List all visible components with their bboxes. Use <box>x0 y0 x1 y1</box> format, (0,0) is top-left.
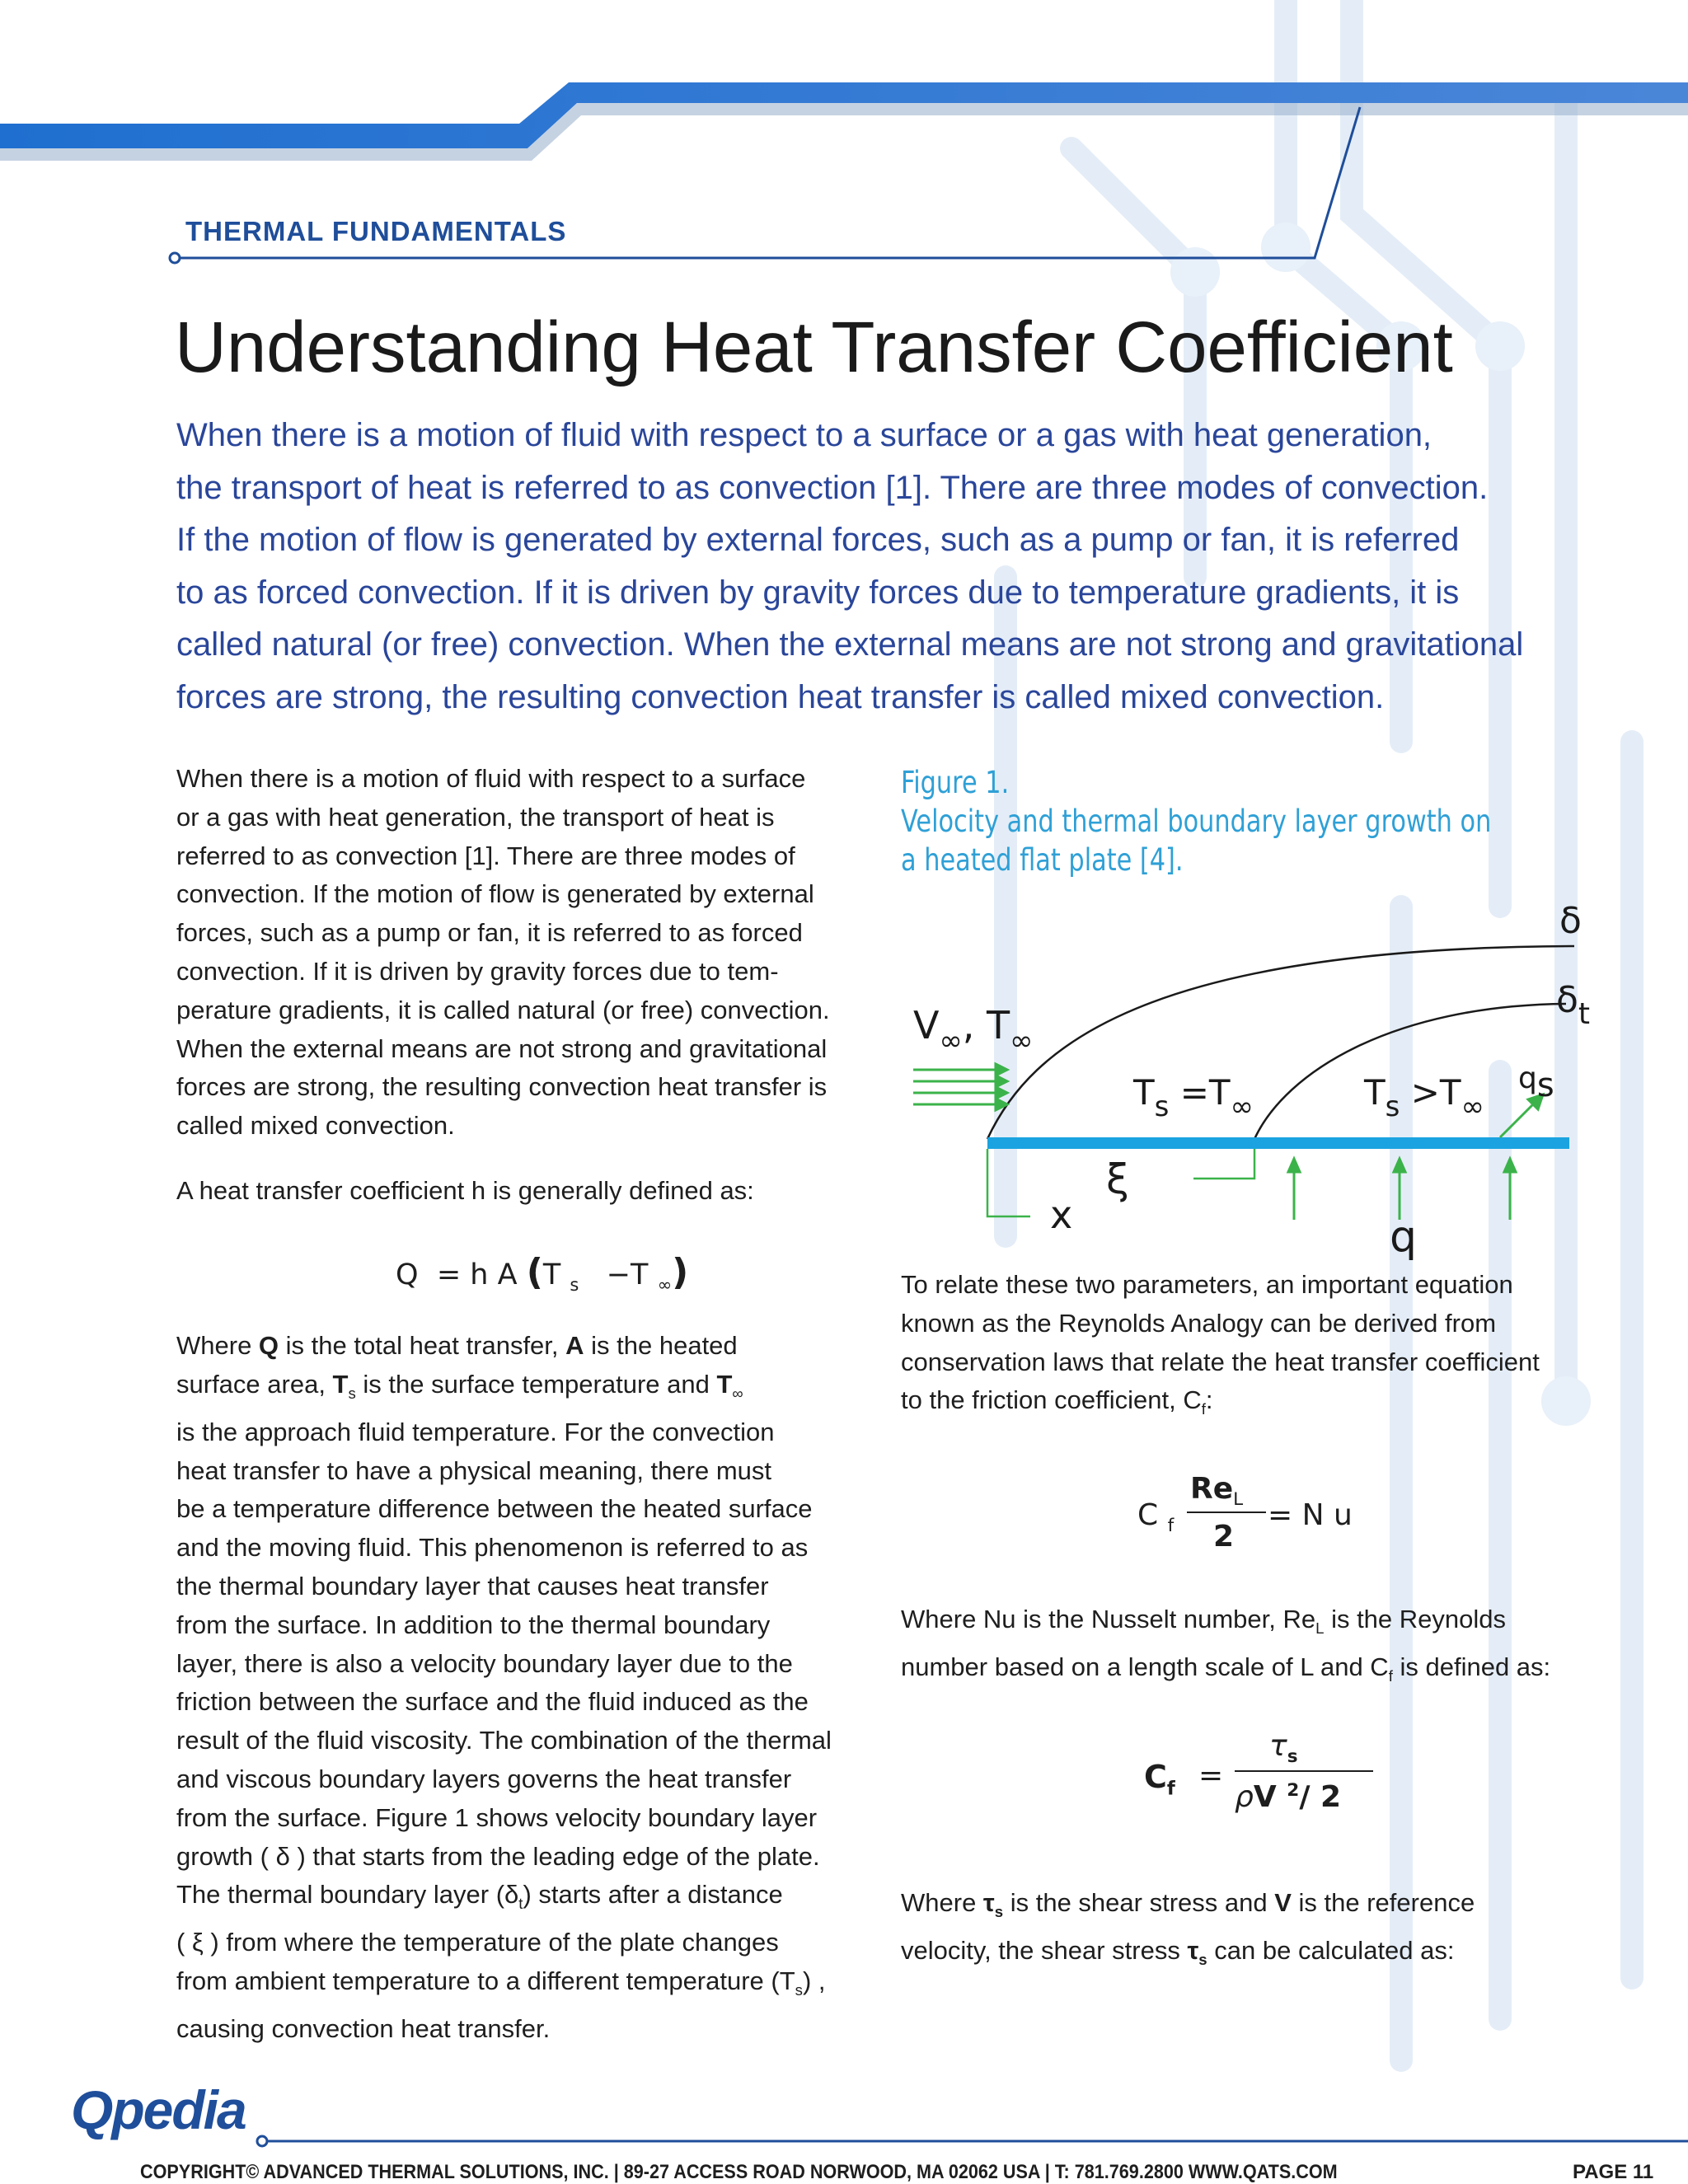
text-line: from the surface. In addition to the thermal boundary <box>176 1610 771 1639</box>
text-run: τ <box>982 1888 995 1917</box>
text-run: is the reference <box>1291 1888 1475 1917</box>
text-line: is the approach fluid temperature. For the convection <box>176 1417 775 1446</box>
left-paragraph-1 <box>176 760 877 1146</box>
eq-denominator: 2 <box>1213 1520 1235 1554</box>
label-run: >T <box>1400 1072 1461 1113</box>
eq-subscript: s <box>570 1275 579 1295</box>
page-number: PAGE 11 <box>1573 2161 1654 2183</box>
label-run: s <box>1154 1090 1170 1123</box>
label-run: δ <box>1556 979 1578 1021</box>
fraction-bar <box>1235 1770 1373 1772</box>
eq-symbol: C <box>1137 1498 1159 1532</box>
text-run: number based on a length scale of L and C <box>901 1652 1389 1681</box>
text-line: and viscous boundary layers governs the heat transfer <box>176 1764 792 1793</box>
eq-symbol: / 2 <box>1299 1780 1342 1814</box>
right-paragraph-2 <box>901 1601 1618 1696</box>
eq-re <box>1190 1472 1243 1510</box>
label-run: =T <box>1169 1072 1231 1113</box>
text-run: is the surface temperature and <box>355 1369 717 1399</box>
text-line: A heat transfer coefficient h is generally defined as: <box>176 1176 754 1205</box>
heated-plate <box>987 1137 1569 1149</box>
text-run: s <box>994 1903 1004 1921</box>
eq-subscript: s <box>1287 1746 1298 1768</box>
eq-symbol: T <box>542 1258 561 1291</box>
label-run: T <box>1133 1072 1155 1113</box>
eq-cf <box>1137 1498 1174 1536</box>
xi-marker <box>1193 1149 1254 1179</box>
qpedia-logo: Qpedia <box>71 2079 246 2140</box>
right-paragraph-1 <box>901 1266 1618 1429</box>
text-run: f <box>1201 1400 1206 1418</box>
text-line <box>901 1601 1618 1648</box>
fraction-bar <box>1187 1511 1266 1513</box>
x-label: x <box>1050 1193 1073 1237</box>
text-run: can be calculated as: <box>1207 1935 1455 1965</box>
label-run: ∞ <box>1461 1090 1484 1123</box>
equation-reynolds-analogy <box>1137 1472 1401 1566</box>
eq-symbol: h <box>470 1258 489 1291</box>
intro-line: forces are strong, the resulting convection heat transfer is called mixed convection. <box>176 678 1385 715</box>
eq-denominator <box>1235 1780 1341 1814</box>
eq-symbol: V <box>1253 1780 1277 1814</box>
intro-line: When there is a motion of fluid with respect to a surface or a gas with heat generation, <box>176 417 1432 453</box>
text-line: known as the Reynolds Analogy can be derived from <box>901 1308 1497 1338</box>
text-run: Where Nu is the Nusselt number, Re <box>901 1605 1316 1633</box>
label-run: q <box>1518 1062 1537 1095</box>
text-run: ∞ <box>732 1384 743 1402</box>
text-run: Where <box>176 1331 259 1360</box>
eq-symbol: − <box>606 1258 631 1291</box>
text-line: layer, there is also a velocity boundary layer due to the <box>176 1648 793 1678</box>
text-line: To relate these two parameters, an important equation <box>901 1270 1513 1299</box>
text-line: and the moving fluid. This phenomenon is referred to as <box>176 1533 809 1563</box>
eq-symbol: A <box>497 1258 518 1291</box>
text-line: ( ξ ) from where the temperature of the plate changes <box>176 1928 779 1957</box>
label-run: V <box>913 1003 940 1047</box>
incoming-flow-arrows <box>913 1064 1007 1110</box>
label-run: t <box>1578 997 1591 1031</box>
eq-symbol: N u <box>1301 1498 1353 1532</box>
text-run: is the heated <box>584 1331 738 1360</box>
text-run: : <box>1205 1385 1213 1415</box>
text-line: When there is a motion of fluid with respect to a surface <box>176 764 806 793</box>
text-line: When the external means are not strong and gravitational <box>176 1033 828 1063</box>
text-line <box>176 1366 877 1413</box>
text-run: is the shear stress and <box>1003 1888 1275 1917</box>
eq-subscript: L <box>1233 1489 1244 1511</box>
left-paragraph-3 <box>176 1327 877 2049</box>
equation-friction-coefficient <box>1144 1729 1391 1833</box>
text-run: from ambient temperature to a different temperature (T <box>176 1966 795 1996</box>
velocity-boundary-curve <box>987 946 1574 1139</box>
text-line: forces, such as a pump or fan, it is referred to as forced <box>176 918 803 948</box>
delta-label: δ <box>1559 900 1582 942</box>
text-line: result of the fluid viscosity. The combination of the thermal <box>176 1726 832 1755</box>
q-label: q <box>1390 1212 1418 1262</box>
label-run: s <box>1385 1090 1400 1123</box>
text-line: convection. If the motion of flow is generated by external <box>176 879 814 909</box>
eq-symbol: ρ <box>1235 1780 1254 1814</box>
text-line: be a temperature difference between the heated surface <box>176 1494 813 1524</box>
text-line <box>901 1884 1618 1932</box>
eq-symbol: = <box>1198 1759 1224 1793</box>
text-line: perature gradients, it is called natural (or free) convection. <box>176 995 830 1024</box>
text-run: t <box>518 1895 523 1913</box>
label-run: T <box>1364 1072 1386 1113</box>
label-run: , T <box>962 1003 1010 1047</box>
eq-symbol: C <box>1144 1759 1167 1795</box>
eq-subscript: f <box>1166 1778 1175 1800</box>
equation-heat-transfer: Q = h A (T $_s$ −T $_\infty$) <box>396 1251 689 1295</box>
eq-tau <box>1269 1729 1298 1767</box>
text-line: conservation laws that relate the heat transfer coefficient <box>901 1347 1540 1376</box>
caption-line: Figure 1. <box>901 765 1010 800</box>
text-run: ) , <box>802 1966 826 1996</box>
right-paragraph-3 <box>901 1884 1618 1980</box>
eq-superscript: 2 <box>1287 1780 1300 1801</box>
text-run: s <box>795 1981 803 1999</box>
eq-symbol: Re <box>1190 1472 1234 1506</box>
caption-line: a heated flat plate [4]. <box>901 842 1184 878</box>
intro-line: to as forced convection. If it is driven by gravity forces due to temperature gradients, it is <box>176 574 1460 611</box>
text-line: called mixed convection. <box>176 1111 455 1141</box>
caption-line: Velocity and thermal boundary layer growth on <box>901 804 1492 839</box>
intro-line: If the motion of flow is generated by external forces, such as a pump or fan, it is referred <box>176 522 1460 558</box>
eq-symbol: = <box>1268 1498 1293 1532</box>
text-line <box>176 1327 877 1366</box>
eq-subscript: f <box>1167 1516 1175 1537</box>
text-line: causing convection heat transfer. <box>176 2014 551 2044</box>
eq-subscript: ∞ <box>657 1275 673 1295</box>
page-title: Understanding Heat Transfer Coefficient <box>175 307 1453 387</box>
xi-label: ξ <box>1106 1155 1129 1203</box>
label-run: s <box>1536 1066 1554 1104</box>
ts-equal-label <box>1132 1072 1254 1123</box>
delta-t-label <box>1556 979 1590 1031</box>
text-run: A <box>565 1331 584 1360</box>
text-run: T <box>716 1369 733 1399</box>
text-line: friction between the surface and the fluid induced as the <box>176 1687 809 1717</box>
text-run: L <box>1315 1619 1325 1638</box>
eq-symbol: τ <box>1269 1729 1287 1763</box>
text-line <box>901 1932 1618 1980</box>
figure-caption <box>901 763 1491 879</box>
text-line: from the surface. Figure 1 shows velocity boundary layer <box>176 1802 818 1832</box>
text-run: is defined as: <box>1392 1652 1551 1681</box>
text-run: velocity, the shear stress <box>901 1935 1188 1965</box>
label-run: ∞ <box>1010 1024 1034 1057</box>
eq-cf <box>1144 1759 1175 1800</box>
eq-symbol: Q <box>396 1258 419 1291</box>
text-line: heat transfer to have a physical meaning, there must <box>176 1455 772 1485</box>
text-run: The thermal boundary layer (δ <box>176 1880 519 1910</box>
left-paragraph-2 <box>176 1172 877 1211</box>
text-line <box>176 1962 877 2010</box>
ts-greater-label <box>1363 1072 1484 1123</box>
intro-paragraph <box>176 410 1594 724</box>
text-line: the thermal boundary layer that causes heat transfer <box>176 1571 769 1601</box>
text-line: forces are strong, the resulting convection heat transfer is <box>176 1072 828 1102</box>
text-line: referred to as convection [1]. There are three modes of <box>176 841 795 870</box>
text-line: convection. If it is driven by gravity forces due to tem- <box>176 956 779 986</box>
text-run: s <box>1198 1951 1207 1969</box>
text-run: T <box>332 1369 349 1399</box>
text-line: or a gas with heat generation, the transport of heat is <box>176 802 775 832</box>
text-run: τ <box>1187 1935 1199 1965</box>
text-run: ) starts after a distance <box>523 1880 783 1910</box>
text-run: surface area, <box>176 1369 333 1399</box>
text-run: is the Reynolds <box>1324 1605 1507 1633</box>
freestream-label <box>913 1003 1033 1057</box>
eq-symbol: = <box>436 1258 462 1291</box>
eq-rhs <box>1268 1498 1353 1532</box>
label-run: ∞ <box>939 1024 963 1057</box>
footer-copyright: COPYRIGHT© ADVANCED THERMAL SOLUTIONS, INC. | 89-27 ACCESS ROAD NORWOOD, MA 02062 USA | T: 781.769.2800 WWW.QATS.COM <box>140 2161 1338 2183</box>
boundary-layer-diagram <box>898 898 1624 1269</box>
text-run: s <box>348 1384 356 1402</box>
intro-line: called natural (or free) convection. When the external means are not strong and gravitational <box>176 626 1524 663</box>
eq-symbol: T <box>631 1258 649 1291</box>
text-run: to the friction coefficient, C <box>901 1385 1202 1415</box>
section-kicker: THERMAL FUNDAMENTALS <box>185 216 567 246</box>
text-line: growth ( δ ) that starts from the leading edge of the plate. <box>176 1841 820 1871</box>
text-line <box>901 1648 1618 1696</box>
text-run: is the total heat transfer, <box>279 1331 566 1360</box>
text-line <box>901 1381 1618 1429</box>
intro-line: the transport of heat is referred to as convection [1]. There are three modes of convection. <box>176 469 1489 506</box>
text-run: Q <box>258 1331 279 1360</box>
x-marker <box>987 1149 1030 1216</box>
text-run: Where <box>901 1888 983 1917</box>
text-run: f <box>1388 1667 1393 1685</box>
text-run: V <box>1274 1888 1292 1917</box>
heat-flux-arrows <box>1288 1094 1543 1220</box>
text-line <box>176 1876 877 1924</box>
label-run: ∞ <box>1230 1090 1254 1123</box>
